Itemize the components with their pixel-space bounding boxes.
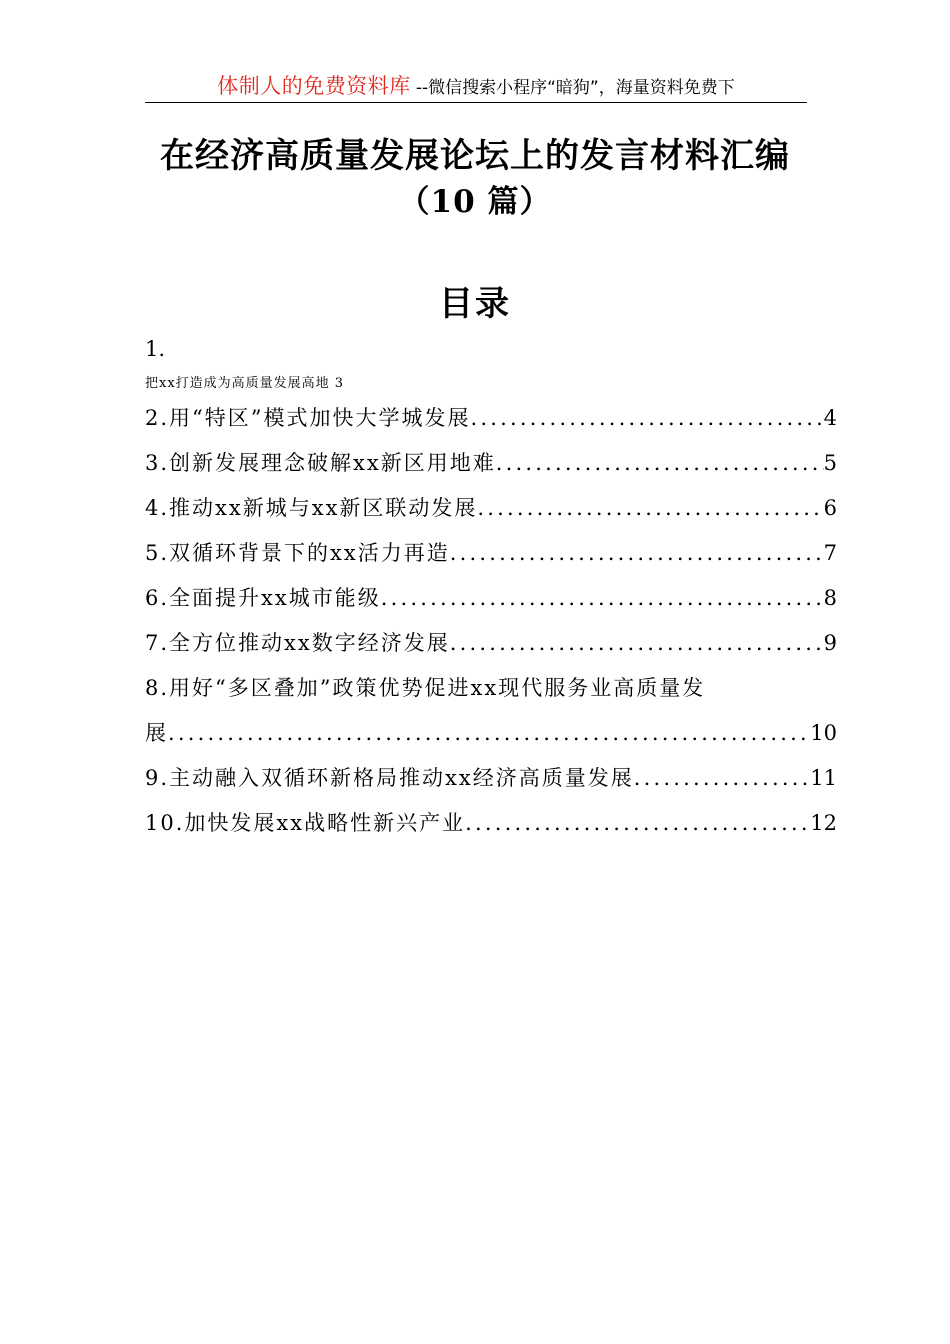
toc-item[interactable] [145, 576, 837, 621]
toc-item-page: 4 [823, 406, 837, 430]
toc-heading: 目录 [439, 284, 511, 324]
header-brand: 体制人的免费资料库 [217, 74, 411, 98]
toc-leader-dots [477, 486, 823, 531]
toc-item-page: 10 [810, 721, 837, 745]
toc-item[interactable] [145, 531, 837, 576]
toc-item-page: 11 [810, 766, 837, 790]
toc-item-1-number: 1. [145, 337, 166, 361]
toc-leader-dots [450, 531, 824, 576]
toc-leader-dots [381, 576, 824, 621]
toc-item-page: 6 [823, 496, 837, 520]
toc-item[interactable] [145, 801, 837, 846]
toc-item[interactable] [145, 711, 837, 756]
toc-leader-dots [471, 396, 824, 441]
toc-item-title: 10.加快发展xx战略性新兴产业 [145, 811, 466, 835]
toc-item-page: 12 [810, 811, 837, 835]
toc-item-title: 4.推动xx新城与xx新区联动发展 [145, 496, 478, 520]
toc-list [145, 396, 837, 846]
toc-item-page: 9 [823, 631, 837, 655]
toc-leader-dots [168, 711, 810, 756]
toc-item[interactable] [145, 621, 837, 666]
toc-leader-dots [634, 756, 811, 801]
toc-item[interactable] [145, 756, 837, 801]
toc-item-page: 8 [823, 586, 837, 610]
toc-item-1-text: 把xx打造成为高质量发展高地 3 [145, 376, 345, 391]
toc-item[interactable] [145, 486, 837, 531]
toc-leader-dots [496, 441, 824, 486]
toc-item-title: 3.创新发展理念破解xx新区用地难 [145, 451, 496, 475]
page-header [145, 70, 807, 103]
document-title: 在经济高质量发展论坛上的发言材料汇编 [160, 136, 790, 176]
document-subtitle: （10 篇） [398, 184, 552, 220]
toc-leader-dots [465, 801, 810, 846]
toc-item-title: 6.全面提升xx城市能级 [145, 586, 381, 610]
toc-item-title: 2.用“特区”模式加快大学城发展 [145, 406, 471, 430]
toc-item-title: 9.主动融入双循环新格局推动xx经济高质量发展 [145, 766, 634, 790]
header-note: --微信搜索小程序“暗狗”，海量资料免费下 [415, 78, 735, 98]
toc-item[interactable] [145, 441, 837, 486]
toc-item[interactable] [145, 396, 837, 441]
toc-item-title: 5.双循环背景下的xx活力再造 [145, 541, 450, 565]
toc-leader-dots [450, 621, 824, 666]
toc-item-page: 5 [823, 451, 837, 475]
toc-item-title-continued: 展 [145, 721, 168, 745]
toc-item-title: 7.全方位推动xx数字经济发展 [145, 631, 450, 655]
toc-item-page: 7 [823, 541, 837, 565]
toc-item-title-wrapped[interactable]: 8.用好“多区叠加”政策优势促进xx现代服务业高质量发 [145, 676, 706, 700]
